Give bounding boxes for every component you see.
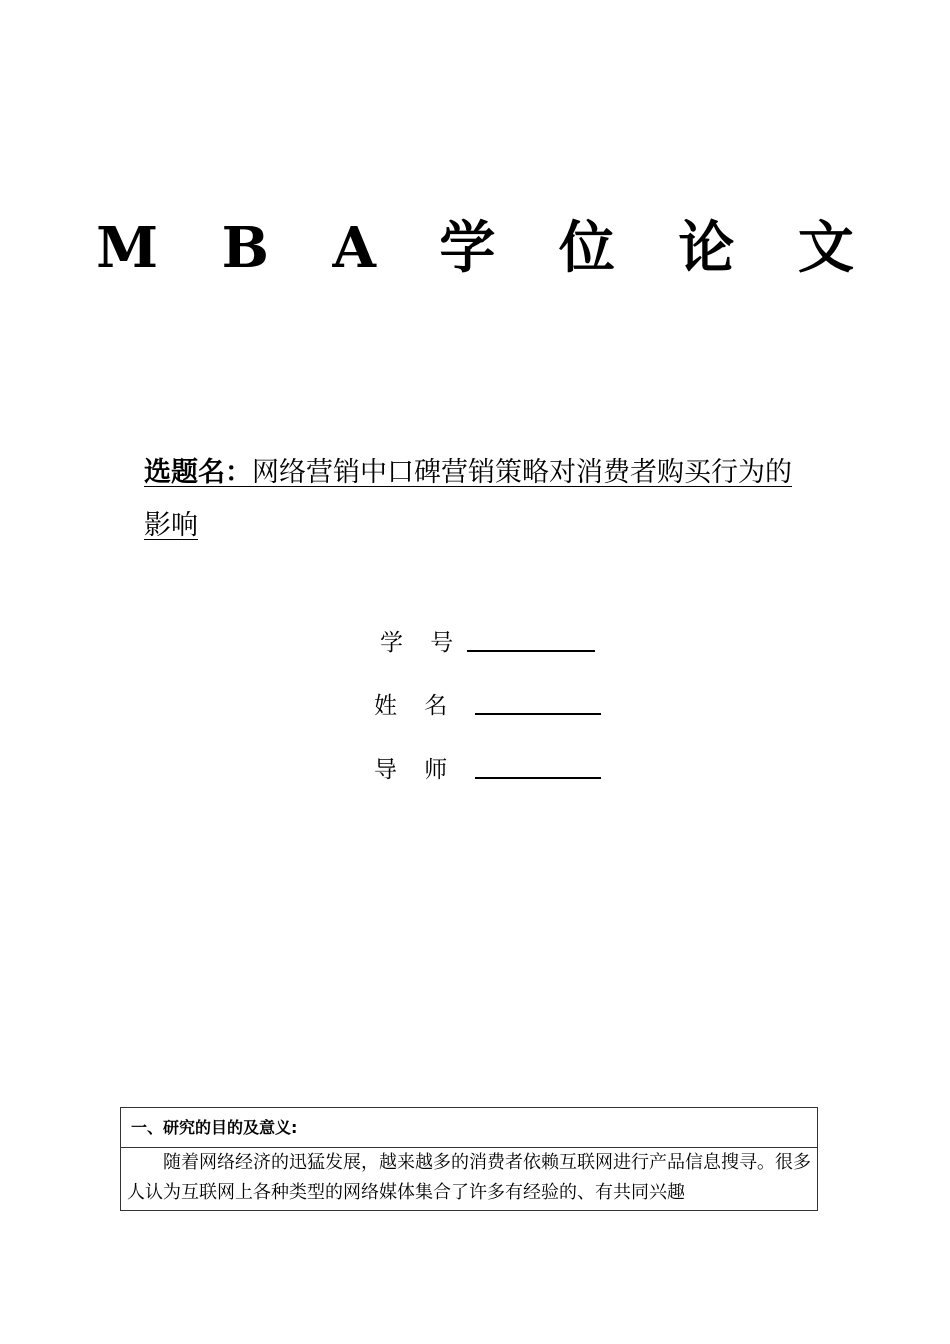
research-purpose-table bbox=[120, 1107, 818, 1211]
student-id-field bbox=[380, 628, 595, 658]
name-label: 姓 名 bbox=[374, 693, 458, 719]
thesis-title: M B A 学 位 论 文 bbox=[96, 215, 876, 281]
student-id-label: 学 号 bbox=[380, 630, 464, 656]
topic-label: 选题名： bbox=[144, 457, 252, 488]
name-field bbox=[374, 691, 601, 721]
topic-text: 网络营销中口碑营销策略对消费者购买行为的影响 bbox=[144, 457, 792, 541]
advisor-blank-line bbox=[475, 776, 601, 779]
thesis-topic bbox=[144, 446, 814, 552]
advisor-field bbox=[374, 755, 601, 785]
advisor-label: 导 师 bbox=[374, 757, 458, 783]
section-heading: 一、研究的目的及意义: bbox=[121, 1108, 817, 1148]
student-id-blank-line bbox=[467, 649, 595, 652]
section-body: 随着网络经济的迅猛发展，越来越多的消费者依赖互联网进行产品信息搜寻。很多人认为互联网上各种类型的网络媒体集合了许多有经验的、有共同兴趣 bbox=[127, 1152, 811, 1203]
name-blank-line bbox=[475, 712, 601, 715]
